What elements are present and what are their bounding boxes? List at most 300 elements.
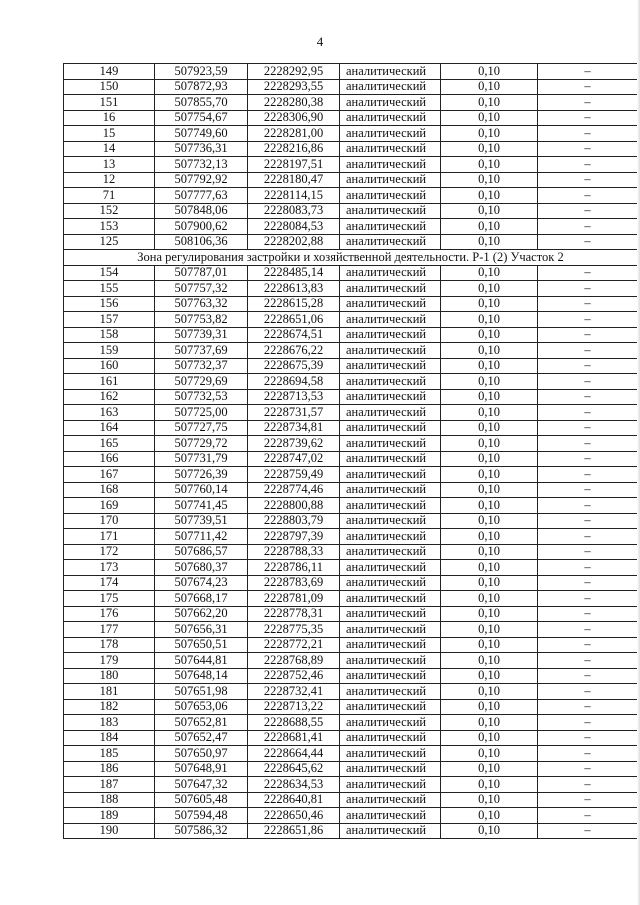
accuracy-cell: 0,10 <box>441 281 538 297</box>
note-cell: – <box>538 405 638 421</box>
table-row <box>64 64 638 80</box>
accuracy-cell: 0,10 <box>441 296 538 312</box>
y-coordinate-cell: 2228732,41 <box>248 684 340 700</box>
table-row <box>64 498 638 514</box>
y-coordinate-cell: 2228774,46 <box>248 482 340 498</box>
x-coordinate-cell: 507711,42 <box>155 529 248 545</box>
method-cell: аналитический <box>340 746 441 762</box>
note-cell: – <box>538 622 638 638</box>
page-number: 4 <box>316 34 324 49</box>
point-number-cell: 150 <box>64 79 155 95</box>
note-cell: – <box>538 513 638 529</box>
table-row <box>64 126 638 142</box>
accuracy-cell: 0,10 <box>441 389 538 405</box>
accuracy-cell: 0,10 <box>441 761 538 777</box>
x-coordinate-cell: 507732,13 <box>155 157 248 173</box>
table-row <box>64 637 638 653</box>
y-coordinate-cell: 2228485,14 <box>248 265 340 281</box>
y-coordinate-cell: 2228674,51 <box>248 327 340 343</box>
method-cell: аналитический <box>340 436 441 452</box>
method-cell: аналитический <box>340 358 441 374</box>
y-coordinate-cell: 2228180,47 <box>248 172 340 188</box>
note-cell: – <box>538 281 638 297</box>
note-cell: – <box>538 777 638 793</box>
accuracy-cell: 0,10 <box>441 64 538 80</box>
point-number-cell: 188 <box>64 792 155 808</box>
note-cell: – <box>538 575 638 591</box>
table-row <box>64 823 638 839</box>
table-row <box>64 312 638 328</box>
x-coordinate-cell: 507757,32 <box>155 281 248 297</box>
accuracy-cell: 0,10 <box>441 606 538 622</box>
method-cell: аналитический <box>340 513 441 529</box>
x-coordinate-cell: 507648,91 <box>155 761 248 777</box>
method-cell: аналитический <box>340 622 441 638</box>
note-cell: – <box>538 591 638 607</box>
x-coordinate-cell: 507727,75 <box>155 420 248 436</box>
method-cell: аналитический <box>340 296 441 312</box>
y-coordinate-cell: 2228640,81 <box>248 792 340 808</box>
x-coordinate-cell: 507732,53 <box>155 389 248 405</box>
point-number-cell: 153 <box>64 219 155 235</box>
y-coordinate-cell: 2228650,46 <box>248 808 340 824</box>
note-cell: – <box>538 746 638 762</box>
x-coordinate-cell: 507725,00 <box>155 405 248 421</box>
table-row <box>64 234 638 250</box>
x-coordinate-cell: 507900,62 <box>155 219 248 235</box>
point-number-cell: 71 <box>64 188 155 204</box>
method-cell: аналитический <box>340 451 441 467</box>
point-number-cell: 181 <box>64 684 155 700</box>
y-coordinate-cell: 2228775,35 <box>248 622 340 638</box>
y-coordinate-cell: 2228634,53 <box>248 777 340 793</box>
point-number-cell: 149 <box>64 64 155 80</box>
y-coordinate-cell: 2228772,21 <box>248 637 340 653</box>
note-cell: – <box>538 327 638 343</box>
note-cell: – <box>538 95 638 111</box>
y-coordinate-cell: 2228731,57 <box>248 405 340 421</box>
x-coordinate-cell: 507732,37 <box>155 358 248 374</box>
point-number-cell: 178 <box>64 637 155 653</box>
note-cell: – <box>538 451 638 467</box>
table-row <box>64 281 638 297</box>
table-row <box>64 436 638 452</box>
accuracy-cell: 0,10 <box>441 343 538 359</box>
method-cell: аналитический <box>340 668 441 684</box>
method-cell: аналитический <box>340 389 441 405</box>
point-number-cell: 158 <box>64 327 155 343</box>
point-number-cell: 186 <box>64 761 155 777</box>
accuracy-cell: 0,10 <box>441 777 538 793</box>
method-cell: аналитический <box>340 157 441 173</box>
y-coordinate-cell: 2228786,11 <box>248 560 340 576</box>
x-coordinate-cell: 507729,72 <box>155 436 248 452</box>
table-row <box>64 591 638 607</box>
method-cell: аналитический <box>340 343 441 359</box>
table-row <box>64 172 638 188</box>
method-cell: аналитический <box>340 95 441 111</box>
accuracy-cell: 0,10 <box>441 110 538 126</box>
accuracy-cell: 0,10 <box>441 188 538 204</box>
x-coordinate-cell: 507586,32 <box>155 823 248 839</box>
method-cell: аналитический <box>340 591 441 607</box>
point-number-cell: 180 <box>64 668 155 684</box>
x-coordinate-cell: 507650,97 <box>155 746 248 762</box>
accuracy-cell: 0,10 <box>441 126 538 142</box>
x-coordinate-cell: 507726,39 <box>155 467 248 483</box>
accuracy-cell: 0,10 <box>441 544 538 560</box>
point-number-cell: 15 <box>64 126 155 142</box>
accuracy-cell: 0,10 <box>441 436 538 452</box>
table-row <box>64 374 638 390</box>
method-cell: аналитический <box>340 684 441 700</box>
x-coordinate-cell: 507749,60 <box>155 126 248 142</box>
table-row <box>64 110 638 126</box>
method-cell: аналитический <box>340 606 441 622</box>
note-cell: – <box>538 64 638 80</box>
accuracy-cell: 0,10 <box>441 157 538 173</box>
x-coordinate-cell: 507754,67 <box>155 110 248 126</box>
point-number-cell: 183 <box>64 715 155 731</box>
y-coordinate-cell: 2228788,33 <box>248 544 340 560</box>
y-coordinate-cell: 2228645,62 <box>248 761 340 777</box>
table-row <box>64 420 638 436</box>
y-coordinate-cell: 2228688,55 <box>248 715 340 731</box>
y-coordinate-cell: 2228202,88 <box>248 234 340 250</box>
point-number-cell: 159 <box>64 343 155 359</box>
y-coordinate-cell: 2228292,95 <box>248 64 340 80</box>
table-row <box>64 141 638 157</box>
point-number-cell: 162 <box>64 389 155 405</box>
point-number-cell: 164 <box>64 420 155 436</box>
point-number-cell: 189 <box>64 808 155 824</box>
y-coordinate-cell: 2228197,51 <box>248 157 340 173</box>
point-number-cell: 152 <box>64 203 155 219</box>
x-coordinate-cell: 507594,48 <box>155 808 248 824</box>
x-coordinate-cell: 507729,69 <box>155 374 248 390</box>
method-cell: аналитический <box>340 699 441 715</box>
y-coordinate-cell: 2228675,39 <box>248 358 340 374</box>
y-coordinate-cell: 2228281,00 <box>248 126 340 142</box>
accuracy-cell: 0,10 <box>441 203 538 219</box>
accuracy-cell: 0,10 <box>441 374 538 390</box>
point-number-cell: 182 <box>64 699 155 715</box>
y-coordinate-cell: 2228734,81 <box>248 420 340 436</box>
note-cell: – <box>538 792 638 808</box>
table-row <box>64 513 638 529</box>
table-row <box>64 482 638 498</box>
y-coordinate-cell: 2228781,09 <box>248 591 340 607</box>
accuracy-cell: 0,10 <box>441 467 538 483</box>
table-row <box>64 668 638 684</box>
table-row <box>64 265 638 281</box>
table-row <box>64 606 638 622</box>
x-coordinate-cell: 507763,32 <box>155 296 248 312</box>
method-cell: аналитический <box>340 64 441 80</box>
x-coordinate-cell: 507753,82 <box>155 312 248 328</box>
method-cell: аналитический <box>340 653 441 669</box>
method-cell: аналитический <box>340 482 441 498</box>
method-cell: аналитический <box>340 730 441 746</box>
coordinates-table-body <box>64 64 638 839</box>
y-coordinate-cell: 2228615,28 <box>248 296 340 312</box>
accuracy-cell: 0,10 <box>441 312 538 328</box>
coordinates-table <box>63 63 638 839</box>
x-coordinate-cell: 507739,51 <box>155 513 248 529</box>
y-coordinate-cell: 2228783,69 <box>248 575 340 591</box>
table-row <box>64 761 638 777</box>
table-row <box>64 219 638 235</box>
y-coordinate-cell: 2228083,73 <box>248 203 340 219</box>
accuracy-cell: 0,10 <box>441 234 538 250</box>
accuracy-cell: 0,10 <box>441 792 538 808</box>
accuracy-cell: 0,10 <box>441 451 538 467</box>
x-coordinate-cell: 507777,63 <box>155 188 248 204</box>
accuracy-cell: 0,10 <box>441 95 538 111</box>
method-cell: аналитический <box>340 560 441 576</box>
x-coordinate-cell: 507923,59 <box>155 64 248 80</box>
point-number-cell: 14 <box>64 141 155 157</box>
table-row <box>64 188 638 204</box>
x-coordinate-cell: 507686,57 <box>155 544 248 560</box>
note-cell: – <box>538 715 638 731</box>
accuracy-cell: 0,10 <box>441 637 538 653</box>
point-number-cell: 13 <box>64 157 155 173</box>
x-coordinate-cell: 507872,93 <box>155 79 248 95</box>
method-cell: аналитический <box>340 126 441 142</box>
method-cell: аналитический <box>340 312 441 328</box>
method-cell: аналитический <box>340 575 441 591</box>
point-number-cell: 177 <box>64 622 155 638</box>
table-row <box>64 405 638 421</box>
method-cell: аналитический <box>340 777 441 793</box>
point-number-cell: 187 <box>64 777 155 793</box>
accuracy-cell: 0,10 <box>441 699 538 715</box>
note-cell: – <box>538 544 638 560</box>
accuracy-cell: 0,10 <box>441 560 538 576</box>
note-cell: – <box>538 374 638 390</box>
point-number-cell: 167 <box>64 467 155 483</box>
accuracy-cell: 0,10 <box>441 327 538 343</box>
point-number-cell: 175 <box>64 591 155 607</box>
y-coordinate-cell: 2228747,02 <box>248 451 340 467</box>
y-coordinate-cell: 2228694,58 <box>248 374 340 390</box>
y-coordinate-cell: 2228651,06 <box>248 312 340 328</box>
point-number-cell: 16 <box>64 110 155 126</box>
x-coordinate-cell: 507652,81 <box>155 715 248 731</box>
accuracy-cell: 0,10 <box>441 529 538 545</box>
y-coordinate-cell: 2228778,31 <box>248 606 340 622</box>
accuracy-cell: 0,10 <box>441 715 538 731</box>
table-row <box>64 157 638 173</box>
y-coordinate-cell: 2228613,83 <box>248 281 340 297</box>
table-row <box>64 79 638 95</box>
table-row <box>64 792 638 808</box>
x-coordinate-cell: 507651,98 <box>155 684 248 700</box>
x-coordinate-cell: 507680,37 <box>155 560 248 576</box>
y-coordinate-cell: 2228293,55 <box>248 79 340 95</box>
note-cell: – <box>538 79 638 95</box>
note-cell: – <box>538 823 638 839</box>
y-coordinate-cell: 2228676,22 <box>248 343 340 359</box>
y-coordinate-cell: 2228114,15 <box>248 188 340 204</box>
table-row <box>64 343 638 359</box>
accuracy-cell: 0,10 <box>441 358 538 374</box>
accuracy-cell: 0,10 <box>441 575 538 591</box>
zone-heading-row <box>64 250 638 266</box>
x-coordinate-cell: 507674,23 <box>155 575 248 591</box>
accuracy-cell: 0,10 <box>441 498 538 514</box>
x-coordinate-cell: 507668,17 <box>155 591 248 607</box>
point-number-cell: 160 <box>64 358 155 374</box>
y-coordinate-cell: 2228651,86 <box>248 823 340 839</box>
accuracy-cell: 0,10 <box>441 653 538 669</box>
zone-heading: Зона регулирования застройки и хозяйственной деятельности. Р-1 (2) Участок 2 <box>64 250 638 266</box>
note-cell: – <box>538 699 638 715</box>
y-coordinate-cell: 2228306,90 <box>248 110 340 126</box>
accuracy-cell: 0,10 <box>441 265 538 281</box>
x-coordinate-cell: 507792,92 <box>155 172 248 188</box>
x-coordinate-cell: 507650,51 <box>155 637 248 653</box>
accuracy-cell: 0,10 <box>441 141 538 157</box>
point-number-cell: 174 <box>64 575 155 591</box>
point-number-cell: 151 <box>64 95 155 111</box>
method-cell: аналитический <box>340 172 441 188</box>
table-row <box>64 544 638 560</box>
y-coordinate-cell: 2228681,41 <box>248 730 340 746</box>
accuracy-cell: 0,10 <box>441 746 538 762</box>
table-row <box>64 296 638 312</box>
accuracy-cell: 0,10 <box>441 513 538 529</box>
note-cell: – <box>538 467 638 483</box>
y-coordinate-cell: 2228768,89 <box>248 653 340 669</box>
accuracy-cell: 0,10 <box>441 730 538 746</box>
accuracy-cell: 0,10 <box>441 79 538 95</box>
point-number-cell: 190 <box>64 823 155 839</box>
table-row <box>64 389 638 405</box>
note-cell: – <box>538 420 638 436</box>
method-cell: аналитический <box>340 203 441 219</box>
accuracy-cell: 0,10 <box>441 591 538 607</box>
note-cell: – <box>538 653 638 669</box>
accuracy-cell: 0,10 <box>441 668 538 684</box>
point-number-cell: 185 <box>64 746 155 762</box>
note-cell: – <box>538 296 638 312</box>
x-coordinate-cell: 507787,01 <box>155 265 248 281</box>
table-row <box>64 95 638 111</box>
method-cell: аналитический <box>340 467 441 483</box>
note-cell: – <box>538 761 638 777</box>
table-row <box>64 451 638 467</box>
x-coordinate-cell: 507848,06 <box>155 203 248 219</box>
point-number-cell: 155 <box>64 281 155 297</box>
method-cell: аналитический <box>340 79 441 95</box>
table-row <box>64 358 638 374</box>
method-cell: аналитический <box>340 498 441 514</box>
point-number-cell: 165 <box>64 436 155 452</box>
method-cell: аналитический <box>340 637 441 653</box>
x-coordinate-cell: 507731,79 <box>155 451 248 467</box>
note-cell: – <box>538 219 638 235</box>
y-coordinate-cell: 2228084,53 <box>248 219 340 235</box>
point-number-cell: 171 <box>64 529 155 545</box>
point-number-cell: 163 <box>64 405 155 421</box>
x-coordinate-cell: 507760,14 <box>155 482 248 498</box>
accuracy-cell: 0,10 <box>441 219 538 235</box>
method-cell: аналитический <box>340 188 441 204</box>
y-coordinate-cell: 2228216,86 <box>248 141 340 157</box>
note-cell: – <box>538 606 638 622</box>
note-cell: – <box>538 560 638 576</box>
point-number-cell: 172 <box>64 544 155 560</box>
note-cell: – <box>538 482 638 498</box>
table-row <box>64 684 638 700</box>
table-row <box>64 746 638 762</box>
table-row <box>64 699 638 715</box>
note-cell: – <box>538 343 638 359</box>
note-cell: – <box>538 172 638 188</box>
table-row <box>64 730 638 746</box>
accuracy-cell: 0,10 <box>441 482 538 498</box>
point-number-cell: 161 <box>64 374 155 390</box>
note-cell: – <box>538 203 638 219</box>
point-number-cell: 166 <box>64 451 155 467</box>
method-cell: аналитический <box>340 405 441 421</box>
table-row <box>64 529 638 545</box>
note-cell: – <box>538 498 638 514</box>
note-cell: – <box>538 157 638 173</box>
table-row <box>64 575 638 591</box>
x-coordinate-cell: 508106,36 <box>155 234 248 250</box>
note-cell: – <box>538 730 638 746</box>
method-cell: аналитический <box>340 234 441 250</box>
method-cell: аналитический <box>340 823 441 839</box>
table-row <box>64 327 638 343</box>
table-row <box>64 653 638 669</box>
method-cell: аналитический <box>340 544 441 560</box>
point-number-cell: 156 <box>64 296 155 312</box>
table-row <box>64 777 638 793</box>
note-cell: – <box>538 389 638 405</box>
method-cell: аналитический <box>340 792 441 808</box>
note-cell: – <box>538 808 638 824</box>
accuracy-cell: 0,10 <box>441 405 538 421</box>
note-cell: – <box>538 637 638 653</box>
x-coordinate-cell: 507741,45 <box>155 498 248 514</box>
accuracy-cell: 0,10 <box>441 622 538 638</box>
table-row <box>64 467 638 483</box>
note-cell: – <box>538 110 638 126</box>
point-number-cell: 12 <box>64 172 155 188</box>
y-coordinate-cell: 2228280,38 <box>248 95 340 111</box>
point-number-cell: 184 <box>64 730 155 746</box>
method-cell: аналитический <box>340 141 441 157</box>
x-coordinate-cell: 507652,47 <box>155 730 248 746</box>
note-cell: – <box>538 141 638 157</box>
y-coordinate-cell: 2228739,62 <box>248 436 340 452</box>
point-number-cell: 169 <box>64 498 155 514</box>
note-cell: – <box>538 265 638 281</box>
accuracy-cell: 0,10 <box>441 420 538 436</box>
x-coordinate-cell: 507739,31 <box>155 327 248 343</box>
x-coordinate-cell: 507855,70 <box>155 95 248 111</box>
point-number-cell: 176 <box>64 606 155 622</box>
table-row <box>64 808 638 824</box>
x-coordinate-cell: 507662,20 <box>155 606 248 622</box>
point-number-cell: 157 <box>64 312 155 328</box>
y-coordinate-cell: 2228797,39 <box>248 529 340 545</box>
method-cell: аналитический <box>340 808 441 824</box>
